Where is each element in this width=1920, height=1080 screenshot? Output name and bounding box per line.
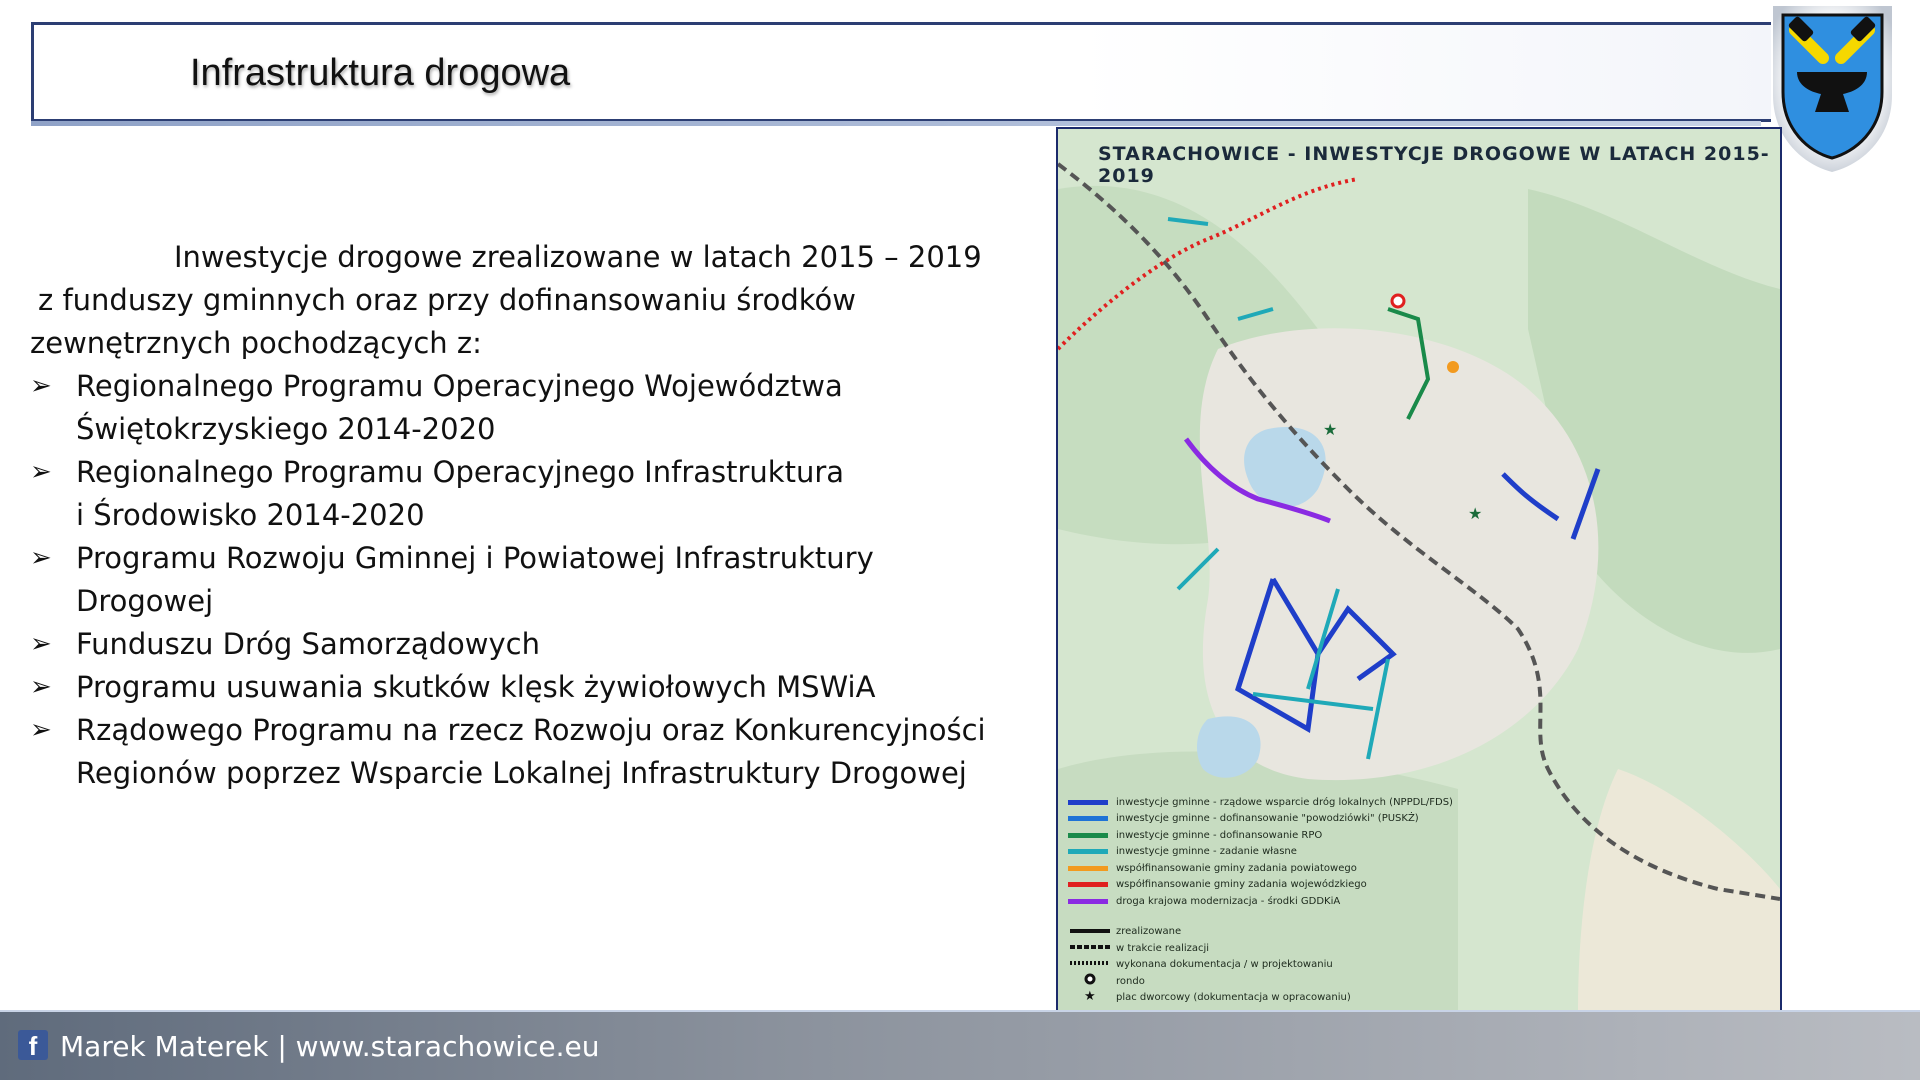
intro-line-3: zewnętrznych pochodzących z: xyxy=(30,326,482,360)
list-item-line: Programu Rozwoju Gminnej i Powiatowej Infrastruktury xyxy=(76,541,874,575)
list-item-line: Drogowej xyxy=(76,584,214,618)
facebook-icon[interactable]: f xyxy=(18,1030,48,1060)
arrow-bullet-icon: ➢ xyxy=(30,457,52,487)
list-item xyxy=(30,709,1020,795)
svg-text:★: ★ xyxy=(1084,988,1096,1003)
list-item xyxy=(30,537,1020,623)
footer-author-link[interactable]: Marek Materek | www.starachowice.eu xyxy=(60,1030,600,1063)
legend-item: inwestycje gminne - dofinansowanie "powodziówki" (PUSKŻ) xyxy=(1068,811,1453,828)
list-item-line: Regionów poprzez Wsparcie Lokalnej Infrastruktury Drogowej xyxy=(76,756,967,790)
list-item-line: Świętokrzyskiego 2014-2020 xyxy=(76,412,496,446)
legend-item: inwestycje gminne - rządowe wsparcie dróg lokalnych (NPPDL/FDS) xyxy=(1068,794,1453,811)
arrow-bullet-icon: ➢ xyxy=(30,715,52,745)
legend-item: zrealizowane xyxy=(1116,926,1182,938)
arrow-bullet-icon: ➢ xyxy=(30,672,52,702)
list-item-line: Funduszu Dróg Samorządowych xyxy=(76,627,540,661)
legend-item: współfinansowanie gminy zadania wojewódzkiego xyxy=(1068,877,1453,894)
legend-item: rondo xyxy=(1116,975,1145,987)
starachowice-crest-icon xyxy=(1765,0,1900,175)
arrow-bullet-icon: ➢ xyxy=(30,543,52,573)
arrow-bullet-icon: ➢ xyxy=(30,371,52,401)
list-item xyxy=(30,623,1020,666)
list-item-line: Regionalnego Programu Operacyjnego Infrastruktura xyxy=(76,455,845,489)
investment-description xyxy=(30,236,1020,795)
road-investments-map xyxy=(1056,127,1782,1012)
svg-text:★: ★ xyxy=(1468,506,1483,523)
page-title: Infrastruktura drogowa xyxy=(190,52,571,94)
intro-line-1: Inwestycje drogowe zrealizowane w latach 2015 – 2019 xyxy=(174,240,982,274)
intro-line-2: z funduszy gminnych oraz przy dofinansowaniu środków xyxy=(38,283,856,317)
title-bar-underline xyxy=(31,121,1761,126)
legend-item: inwestycje gminne - zadanie własne xyxy=(1068,844,1453,861)
list-item-line: Regionalnego Programu Operacyjnego Województwa xyxy=(76,369,843,403)
legend-item: w trakcie realizacji xyxy=(1116,942,1210,954)
map-title: STARACHOWICE - INWESTYCJE DROGOWE W LATACH 2015-2019 xyxy=(1098,143,1770,187)
svg-text:★: ★ xyxy=(1323,422,1338,439)
list-item xyxy=(30,365,1020,451)
list-item xyxy=(30,451,1020,537)
arrow-bullet-icon: ➢ xyxy=(30,629,52,659)
list-item-line: Rządowego Programu na rzecz Rozwoju oraz Konkurencyjności xyxy=(76,713,986,747)
legend-item: droga krajowa modernizacja - środki GDDKiA xyxy=(1068,893,1453,910)
legend-item: wykonana dokumentacja / w projektowaniu xyxy=(1116,959,1333,971)
legend-item: współfinansowanie gminy zadania powiatowego xyxy=(1068,860,1453,877)
legend-item: plac dworcowy (dokumentacja w opracowaniu) xyxy=(1116,992,1351,1004)
list-item-line: Programu usuwania skutków klęsk żywiołowych MSWiA xyxy=(76,670,876,704)
list-item-line: i Środowisko 2014-2020 xyxy=(76,498,425,532)
map-legend xyxy=(1068,794,1453,1006)
funding-programs-list xyxy=(30,365,1020,795)
legend-item: inwestycje gminne - dofinansowanie RPO xyxy=(1068,827,1453,844)
list-item xyxy=(30,666,1020,709)
